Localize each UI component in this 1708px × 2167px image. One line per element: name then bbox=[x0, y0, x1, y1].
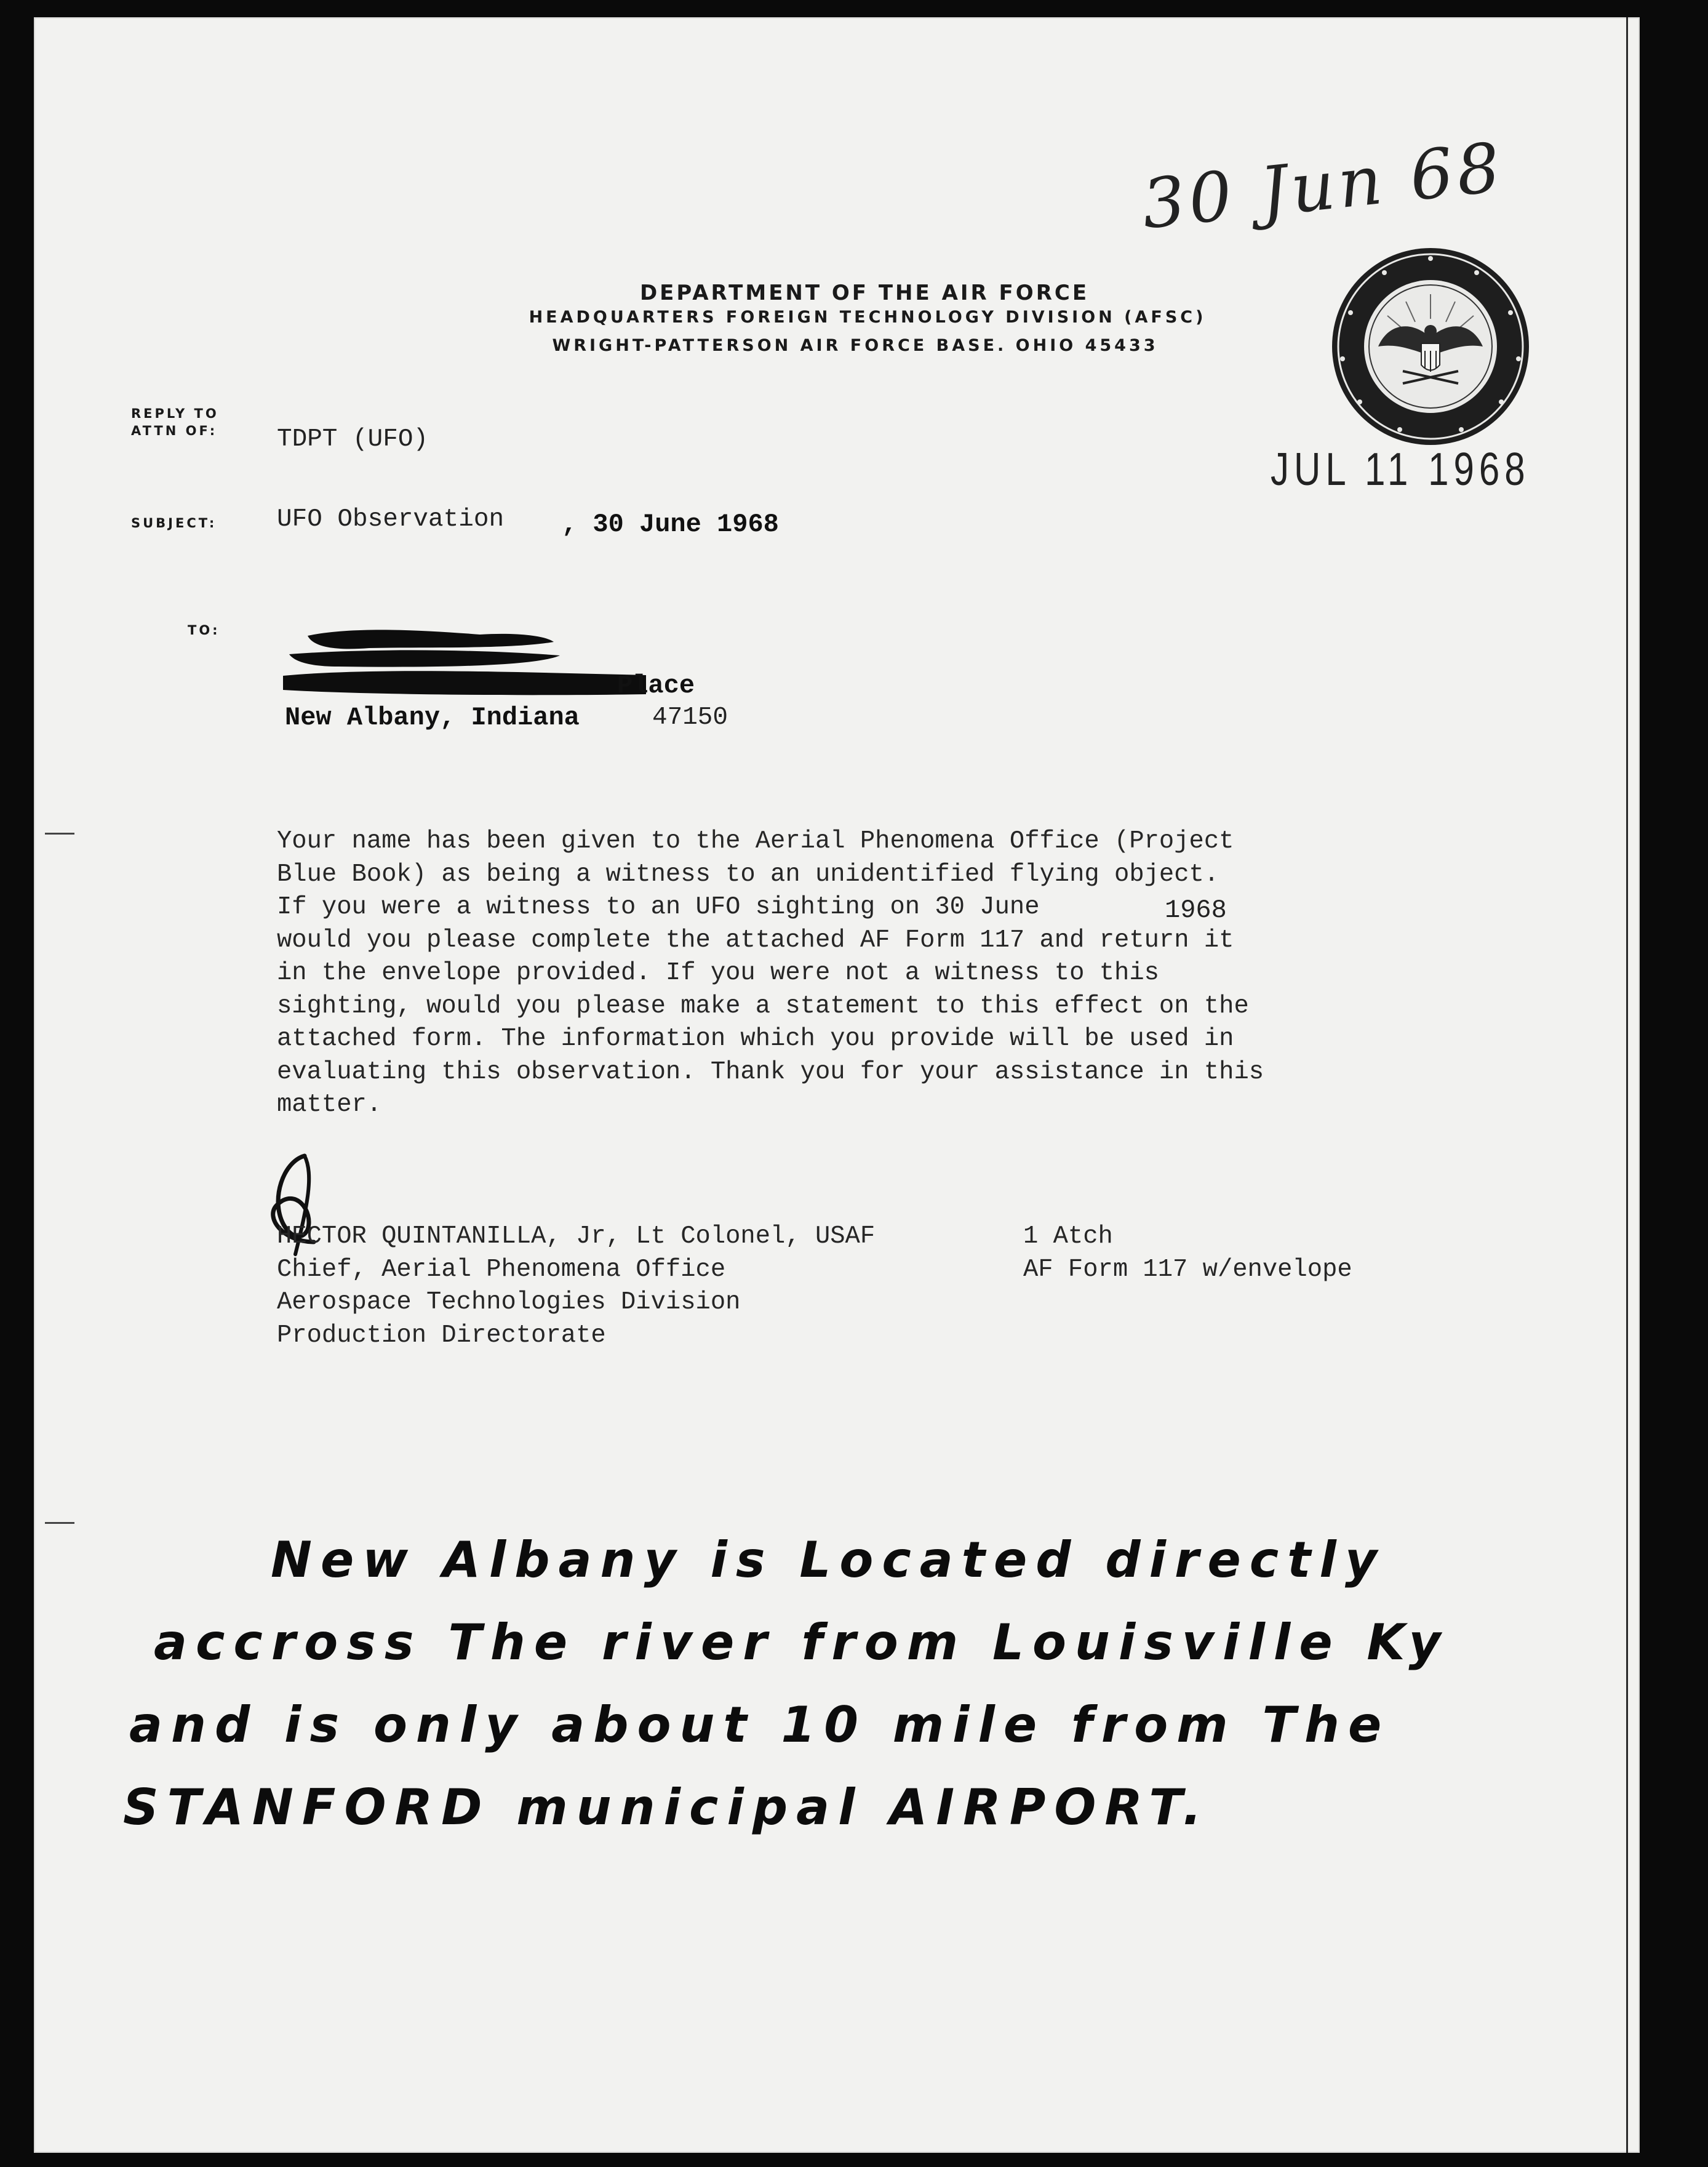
attachment-count: 1 Atch bbox=[1023, 1222, 1113, 1251]
letter-page bbox=[34, 17, 1640, 2153]
address-city-state: New Albany, Indiana bbox=[285, 703, 580, 732]
letterhead-headquarters: HEADQUARTERS FOREIGN TECHNOLOGY DIVISION (AFSC) bbox=[529, 308, 1207, 327]
address-zip: 47150 bbox=[652, 703, 728, 732]
subject-label: SUBJECT: bbox=[131, 516, 217, 531]
signer-title: Chief, Aerial Phenomena Office bbox=[277, 1255, 726, 1284]
margin-mark-lower bbox=[45, 1522, 74, 1524]
signature-block bbox=[277, 1220, 875, 1352]
reply-to-label-line2: ATTN OF: bbox=[131, 423, 218, 438]
signer-name: HECTOR QUINTANILLA, Jr, Lt Colonel, USAF bbox=[277, 1222, 876, 1251]
attachment-description: AF Form 117 w/envelope bbox=[1023, 1255, 1352, 1284]
inserted-year: 1968 bbox=[1165, 895, 1227, 925]
attachment-block bbox=[1023, 1220, 1352, 1286]
handwritten-note-line1: New Albany is Located directly bbox=[271, 1531, 1386, 1588]
reply-to-value: TDPT (UFO) bbox=[277, 425, 429, 454]
received-date-stamp: JUL 11 1968 bbox=[1271, 443, 1530, 495]
handwritten-note-line4: STANFORD municipal AIRPORT. bbox=[123, 1779, 1210, 1836]
handwritten-note-line2: accross The river from Louisville Ky bbox=[154, 1614, 1450, 1671]
handwritten-note bbox=[108, 1519, 1523, 1849]
address-line1-suffix: Place bbox=[617, 671, 695, 700]
signer-division: Aerospace Technologies Division bbox=[277, 1288, 741, 1316]
redaction-mark bbox=[277, 623, 658, 706]
margin-mark-upper bbox=[45, 833, 74, 835]
reply-to-label bbox=[131, 405, 219, 439]
letterhead-department: DEPARTMENT OF THE AIR FORCE bbox=[639, 281, 1090, 305]
signer-directorate: Production Directorate bbox=[277, 1321, 606, 1350]
subject-date: , 30 June 1968 bbox=[562, 510, 779, 539]
subject-value: UFO Observation bbox=[277, 505, 505, 534]
letterhead-address: WRIGHT-PATTERSON AIR FORCE BASE. OHIO 45433 bbox=[552, 336, 1159, 355]
reply-to-label-line1: REPLY TO bbox=[131, 406, 219, 421]
handwritten-date: 30 Jun 68 bbox=[1138, 127, 1507, 244]
letter-body: Your name has been given to the Aerial Phenomena Office (Project Blue Book) as being a witness to an unidentified flying object. If you were a witness to an UFO sighting on 30 June would you please complete the attached AF Form 117 and return it in the envelope provided. If you were not a witness to this sighting, would you please make a statement to this effect on the attached form. The information which you provide will be used in evaluating this observation. Thank you for your assistance in this matter. bbox=[277, 827, 1264, 1119]
page-edge-line bbox=[1626, 17, 1628, 2153]
to-label: TO: bbox=[188, 623, 220, 638]
handwritten-note-line3: and is only about 10 mile from The bbox=[129, 1696, 1391, 1753]
department-of-defense-seal-icon bbox=[1329, 245, 1532, 448]
